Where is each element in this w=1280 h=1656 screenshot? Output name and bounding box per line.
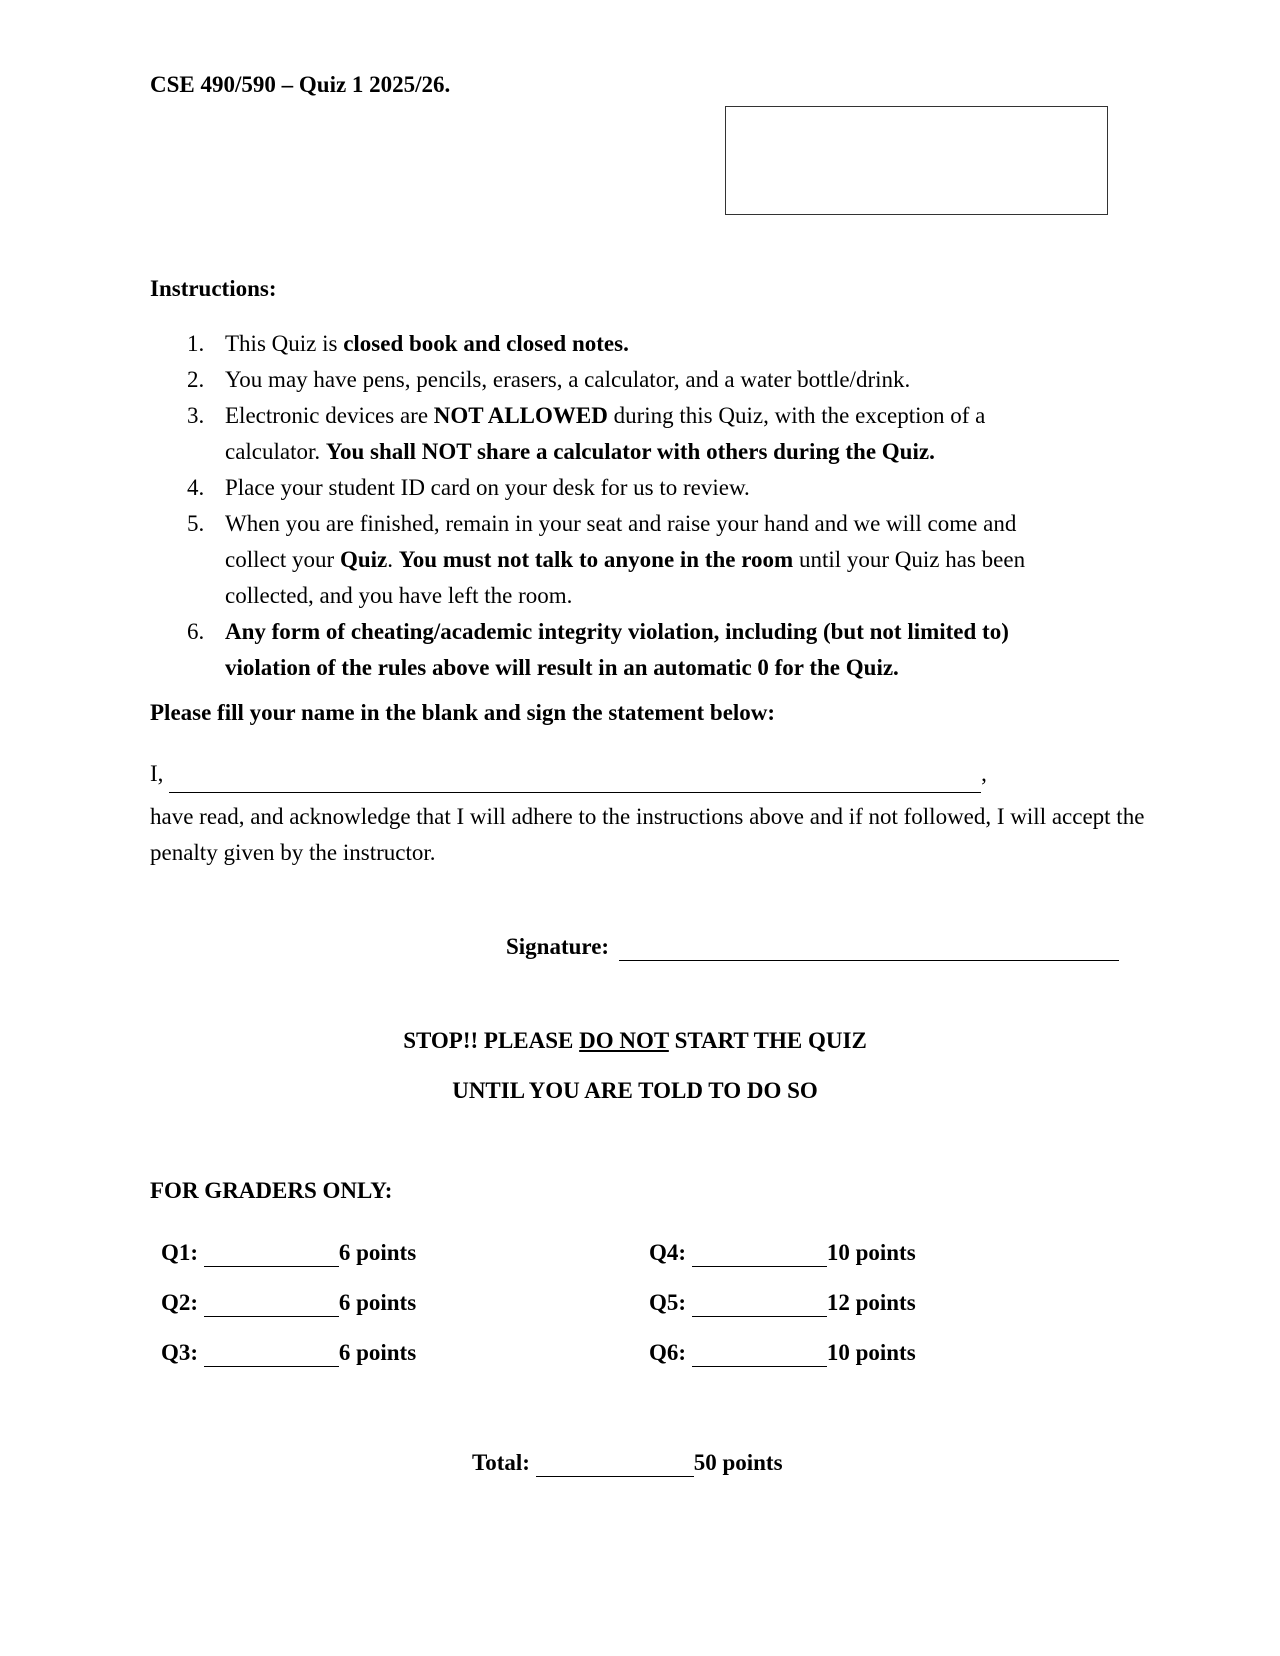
total-label: Total: — [472, 1450, 530, 1475]
grade-q3-blank[interactable] — [204, 1340, 339, 1367]
signature-blank-line[interactable] — [619, 934, 1119, 961]
instructions-heading: Instructions: — [150, 276, 277, 301]
grade-q4-blank[interactable] — [692, 1240, 827, 1267]
grade-q3-label: Q3: — [161, 1340, 199, 1365]
instruction-bold-text: You shall NOT share a calculator with others during the Quiz. — [325, 439, 935, 464]
student-id-box[interactable] — [725, 106, 1108, 215]
instruction-text — [225, 470, 750, 506]
grade-row-q4 — [649, 1240, 916, 1267]
instruction-plain-text: calculator. — [225, 439, 326, 464]
instruction-bold-text: Any form of cheating/academic integrity violation, including (but not limited to) — [225, 619, 1009, 644]
grade-q1-label: Q1: — [161, 1240, 199, 1265]
instruction-line — [225, 398, 985, 434]
instruction-line — [225, 434, 985, 470]
total-blank[interactable] — [536, 1450, 694, 1477]
name-blank-row — [150, 756, 987, 793]
grade-q6-label: Q6: — [649, 1340, 687, 1365]
acknowledgement-text: have read, and acknowledge that I will adhere to the instructions above and if not followed, I will accept the penalty given by the instructor. — [150, 804, 1145, 865]
graders-heading: FOR GRADERS ONLY: — [150, 1178, 393, 1203]
name-blank-line[interactable] — [169, 756, 981, 793]
grade-q5-blank[interactable] — [692, 1290, 827, 1317]
instruction-plain-text: until your Quiz has been — [793, 547, 1026, 572]
instruction-text — [225, 398, 985, 470]
signature-row — [506, 934, 1119, 961]
grade-q1-blank[interactable] — [204, 1240, 339, 1267]
stop-warning-line1 — [0, 1028, 1270, 1054]
grade-row-q5 — [649, 1290, 916, 1317]
instruction-line — [225, 362, 910, 398]
stop-line1-pre: STOP!! PLEASE — [403, 1028, 580, 1053]
grade-q1-points: 6 points — [338, 1240, 417, 1265]
signature-label: Signature: — [506, 934, 610, 959]
total-row — [472, 1450, 783, 1477]
instruction-bold-text: Quiz — [339, 547, 388, 572]
quiz-title: CSE 490/590 – Quiz 1 2025/26. — [150, 72, 451, 97]
grade-q4-points: 10 points — [826, 1240, 916, 1265]
acknowledgement-heading: Please fill your name in the blank and sign the statement below: — [150, 700, 776, 725]
grade-q3-points: 6 points — [338, 1340, 417, 1365]
grade-q2-points: 6 points — [338, 1290, 417, 1315]
grade-q6-blank[interactable] — [692, 1340, 827, 1367]
instruction-number: 2. — [187, 367, 205, 392]
instruction-plain-text: collect your — [225, 547, 340, 572]
grade-q2-blank[interactable] — [204, 1290, 339, 1317]
stop-line1-post: START THE QUIZ — [668, 1028, 867, 1053]
instruction-plain-text: collected, and you have left the room. — [225, 583, 573, 608]
instruction-plain-text: during this Quiz, with the exception of a — [607, 403, 986, 428]
instruction-line — [225, 506, 1025, 542]
instruction-text — [225, 506, 1025, 614]
instruction-plain-text: When you are finished, remain in your seat and raise your hand and we will come and — [225, 511, 1017, 536]
instruction-line — [225, 614, 1009, 650]
grade-row-q3 — [161, 1340, 416, 1367]
name-suffix: , — [981, 761, 987, 786]
grade-q2-label: Q2: — [161, 1290, 199, 1315]
instruction-plain-text: Place your student ID card on your desk for us to review. — [225, 475, 750, 500]
stop-line1-underlined: DO NOT — [579, 1028, 669, 1053]
grade-q4-label: Q4: — [649, 1240, 687, 1265]
instruction-bold-text: You must not talk to anyone in the room — [398, 547, 794, 572]
instruction-number: 6. — [187, 619, 205, 644]
instruction-number: 1. — [187, 331, 205, 356]
instruction-number: 3. — [187, 403, 205, 428]
grade-q5-points: 12 points — [826, 1290, 916, 1315]
instruction-number: 5. — [187, 511, 205, 536]
instruction-bold-text: closed book and closed notes. — [343, 331, 629, 356]
instruction-bold-text: violation of the rules above will result in an automatic 0 for the Quiz. — [225, 655, 899, 680]
grade-q6-points: 10 points — [826, 1340, 916, 1365]
grade-q5-label: Q5: — [649, 1290, 687, 1315]
instruction-text — [225, 614, 1009, 686]
instruction-plain-text: Electronic devices are — [225, 403, 434, 428]
instruction-number: 4. — [187, 475, 205, 500]
instruction-plain-text: This Quiz is — [225, 331, 344, 356]
stop-warning-line2: UNTIL YOU ARE TOLD TO DO SO — [452, 1078, 818, 1103]
instruction-text — [225, 326, 629, 362]
instruction-plain-text: . — [387, 547, 399, 572]
instruction-line — [225, 542, 1025, 578]
grade-row-q2 — [161, 1290, 416, 1317]
instruction-bold-text: NOT ALLOWED — [433, 403, 608, 428]
total-points: 50 points — [693, 1450, 783, 1475]
instruction-plain-text: You may have pens, pencils, erasers, a calculator, and a water bottle/drink. — [225, 367, 911, 392]
instruction-line — [225, 650, 1009, 686]
name-prefix: I, — [150, 761, 164, 786]
instruction-line — [225, 326, 629, 362]
instruction-line — [225, 470, 750, 506]
grade-row-q6 — [649, 1340, 916, 1367]
instruction-line — [225, 578, 1025, 614]
instruction-text — [225, 362, 910, 398]
grade-row-q1 — [161, 1240, 416, 1267]
